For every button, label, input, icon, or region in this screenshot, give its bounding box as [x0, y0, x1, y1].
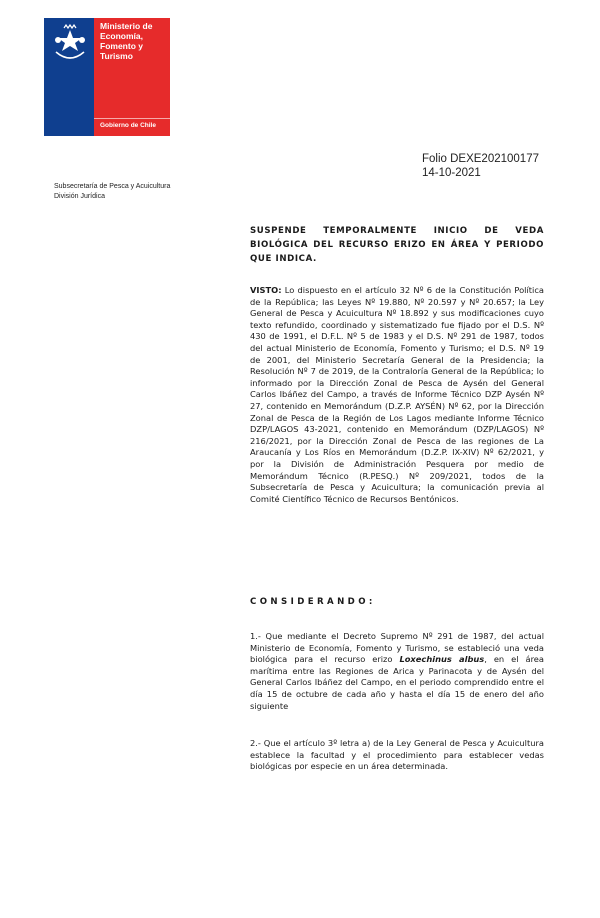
office-line-2: División Jurídica	[54, 193, 105, 200]
p1-text-before: 1.- Que mediante el Decreto Supremo Nº 291 de 1987, del actual Ministerio de Economía, Fomento y Turismo, se estableció una veda biológica para el recurso erizo	[250, 631, 544, 665]
visto-paragraph	[250, 285, 544, 505]
folio-date: 14-10-2021	[422, 167, 481, 179]
visto-text: Lo dispuesto en el artículo 32 Nº 6 de la Constitución Política de la República; las Leyes Nº 19.880, Nº 20.597 y Nº 20.657; la Ley General de Pesca y Acuicultura Nº 18.892 y sus modificaciones cuyo texto refundido, coordinado y sistematizado fue fijado por el D.S. Nº 430 de 1991, el D.F.L. Nº 5 de 1983 y el D.S. Nº 291 de 1987, todos del actual Ministerio de Economía, Fomento y Turismo; el D.S. Nº 19 de 2001, del Ministerio Secretaría General de la Presidencia; la Resolución Nº 7 de 2019, de la Contraloría General de la República; lo informado por la Dirección Zonal de Pesca de Aysén del General Carlos Ibáñez del Campo, a través de Informe Técnico DZP Aysén Nº 27, contenido en Memorándum (D.Z.P. AYSÉN) Nº 62, por la Dirección Zonal de Pesca de la Región de Los Lagos mediante Informe Técnico DZP/LAGOS 43-2021, contenido en Memorándum (DZP/LAGOS) Nº 216/2021, por la Dirección Zonal de Pesca de las regiones de La Araucanía y Los Ríos en Memorándum (D.Z.P. IX-XIV) Nº 62/2021, y por la División de Administración Pesquera por medio de Memorándum Técnico (R.PESQ.) Nº 209/2021, todos de la Subsecretaría de Pesca y Acuicultura; la comunicación previa al Comité Científico Técnico de Recursos Bentónicos.	[250, 285, 544, 504]
folio-block	[422, 152, 539, 180]
ministry-logo	[44, 18, 170, 136]
species-name: Loxechinus albus	[399, 654, 485, 665]
visto-label: VISTO:	[250, 285, 282, 295]
issuing-office	[54, 182, 170, 202]
folio-number: Folio DEXE202100177	[422, 153, 539, 165]
document-title: SUSPENDE TEMPORALMENTE INICIO DE VEDA BIOLÓGICA DEL RECURSO ERIZO EN ÁREA Y PERIODO QUE INDICA.	[250, 226, 544, 264]
ministry-name: Ministerio de Economía, Fomento y Turismo	[100, 21, 153, 61]
p1-text-after: , en el área marítima entre las Regiones de Arica y Parinacota y de Aysén del General Carlos Ibáñez del Campo, en el periodo comprendido entre el día 15 de octubre de cada año y hasta el día 15 de enero del año siguiente	[250, 654, 544, 711]
considerando-paragraph-2: 2.- Que el artículo 3º letra a) de la Ley General de Pesca y Acuicultura establece la facultad y el procedimiento para establecer vedas biológicas por especie en un área determinada.	[250, 738, 544, 772]
logo-divider	[94, 118, 170, 119]
considerando-paragraph-1	[250, 631, 544, 712]
government-label: Gobierno de Chile	[100, 122, 156, 129]
considerando-heading: CONSIDERANDO:	[250, 597, 376, 607]
office-line-1: Subsecretaría de Pesca y Acuicultura	[54, 183, 171, 190]
chile-coat-of-arms-icon	[50, 24, 90, 64]
